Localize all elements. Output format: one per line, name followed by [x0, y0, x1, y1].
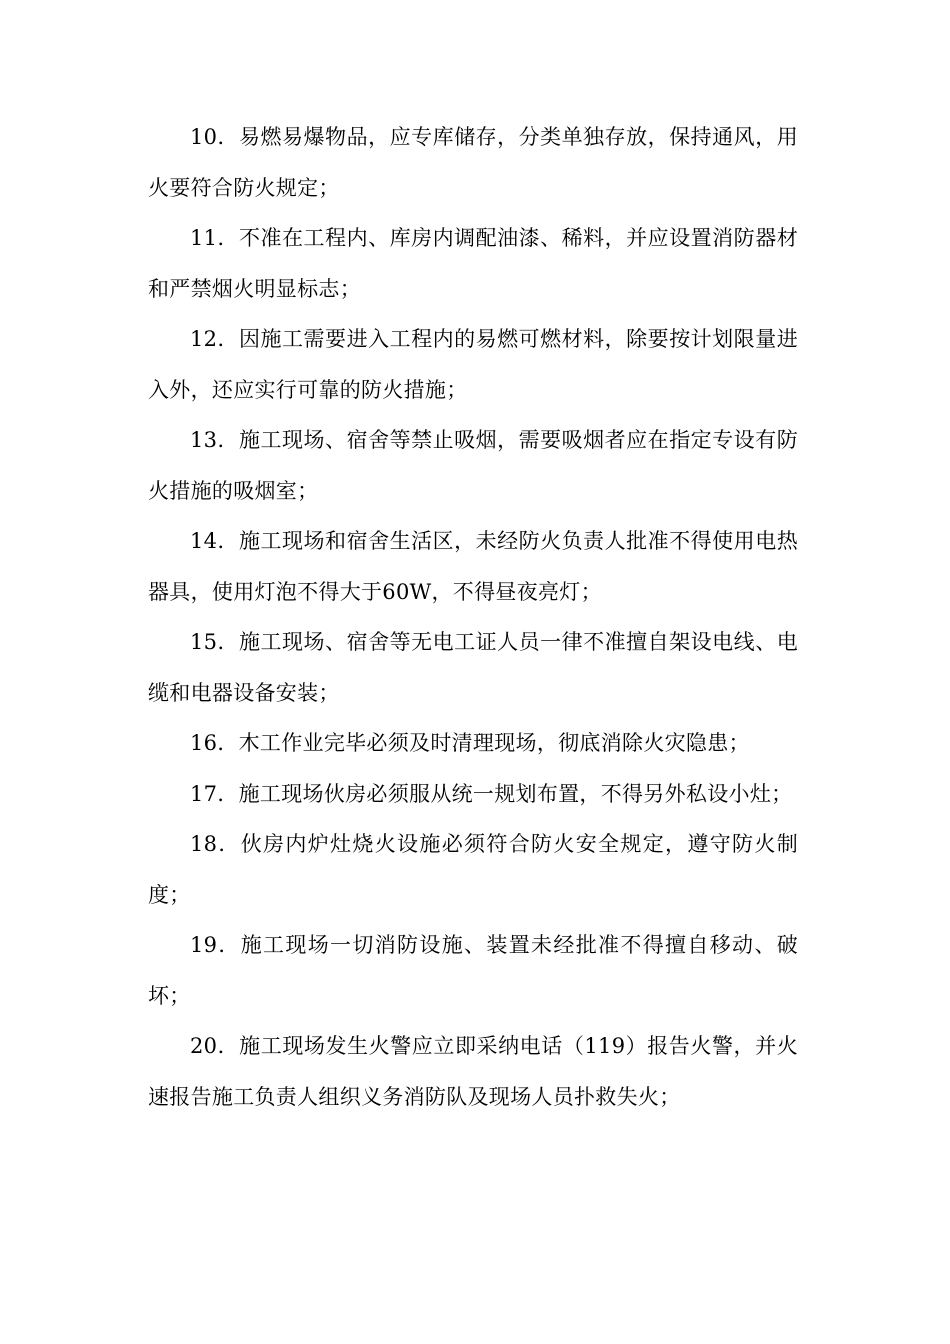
rule-item-13: 13．施工现场、宿舍等禁止吸烟，需要吸烟者应在指定专设有防火措施的吸烟室； [148, 428, 798, 503]
rule-item-14: 14．施工现场和宿舍生活区，未经防火负责人批准不得使用电热器具，使用灯泡不得大于60W，不得昼夜亮灯； [148, 529, 798, 604]
rule-item-10: 10．易燃易爆物品，应专库储存，分类单独存放，保持通风，用火要符合防火规定； [148, 125, 798, 200]
rule-item-17: 17．施工现场伙房必须服从统一规划布置，不得另外私设小灶； [190, 781, 793, 806]
rule-item-12: 12．因施工需要进入工程内的易燃可燃材料，除要按计划限量进入外，还应实行可靠的防火措施； [148, 327, 798, 402]
rule-item-11: 11．不准在工程内、库房内调配油漆、稀料，并应设置消防器材和严禁烟火明显标志； [148, 226, 798, 301]
document-body [148, 112, 798, 1122]
rule-item-15: 15．施工现场、宿舍等无电工证人员一律不准擅自架设电线、电缆和电器设备安装； [148, 630, 798, 705]
rule-item-18: 18．伙房内炉灶烧火设施必须符合防火安全规定，遵守防火制度； [148, 832, 798, 907]
rule-item-20: 20．施工现场发生火警应立即采纳电话（119）报告火警，并火速报告施工负责人组织义务消防队及现场人员扑救失火； [148, 1034, 798, 1109]
rule-item-19: 19．施工现场一切消防设施、装置未经批准不得擅自移动、破坏； [148, 933, 798, 1008]
rule-item-16: 16．木工作业完毕必须及时清理现场，彻底消除火灾隐患； [190, 731, 750, 755]
